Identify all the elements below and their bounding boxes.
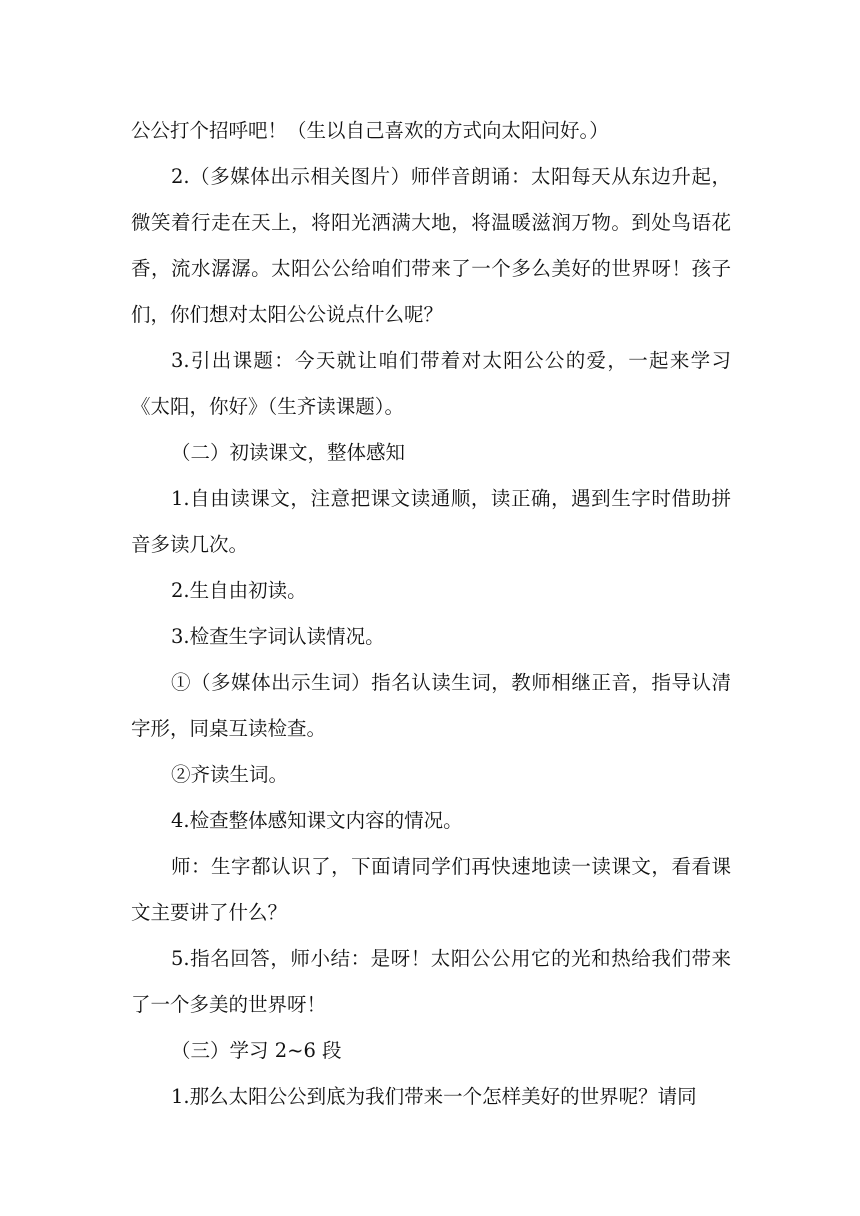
section-heading-2: （二）初读课文，整体感知: [171, 441, 406, 464]
paragraph-read-5: 5.指名回答，师小结：是呀！太阳公公用它的光和热给我们带来了一个多美的世界呀！: [131, 947, 731, 1016]
paragraph-read-3: 3.检查生字词认读情况。: [171, 625, 385, 648]
paragraph-subitem-2: ②齐读生词。: [171, 763, 289, 786]
paragraph-study-1: 1.那么太阳公公到底为我们带来一个怎样美好的世界呢？请同: [171, 1085, 697, 1108]
paragraph-teacher-prompt: 师：生字都认识了，下面请同学们再快速地读一读课文，看看课文主要讲了什么？: [131, 855, 731, 924]
paragraph-read-1: 1.自由读课文，注意把课文读通顺，读正确，遇到生字时借助拼音多读几次。: [131, 487, 731, 556]
paragraph-read-2: 2.生自由初读。: [171, 579, 307, 602]
paragraph-subitem-1: ①（多媒体出示生词）指名认读生词，教师相继正音，指导认清字形，同桌互读检查。: [131, 671, 731, 740]
document-body: [131, 108, 731, 1120]
section-heading-3: （三）学习 2~6 段: [171, 1039, 342, 1062]
paragraph-read-4: 4.检查整体感知课文内容的情况。: [171, 809, 463, 832]
paragraph-step-3: 3.引出课题：今天就让咱们带着对太阳公公的爱，一起来学习《太阳，你好》（生齐读课题）。: [131, 349, 731, 418]
paragraph-step-2: 2.（多媒体出示相关图片）师伴音朗诵：太阳每天从东边升起，微笑着行走在天上，将阳光洒满大地，将温暖滋润万物。到处鸟语花香，流水潺潺。太阳公公给咱们带来了一个多么美好的世界呀！孩子们，你们想对太阳公公说点什么呢？: [131, 165, 731, 326]
paragraph-continuation: 公公打个招呼吧！（生以自己喜欢的方式向太阳问好。）: [131, 119, 609, 142]
